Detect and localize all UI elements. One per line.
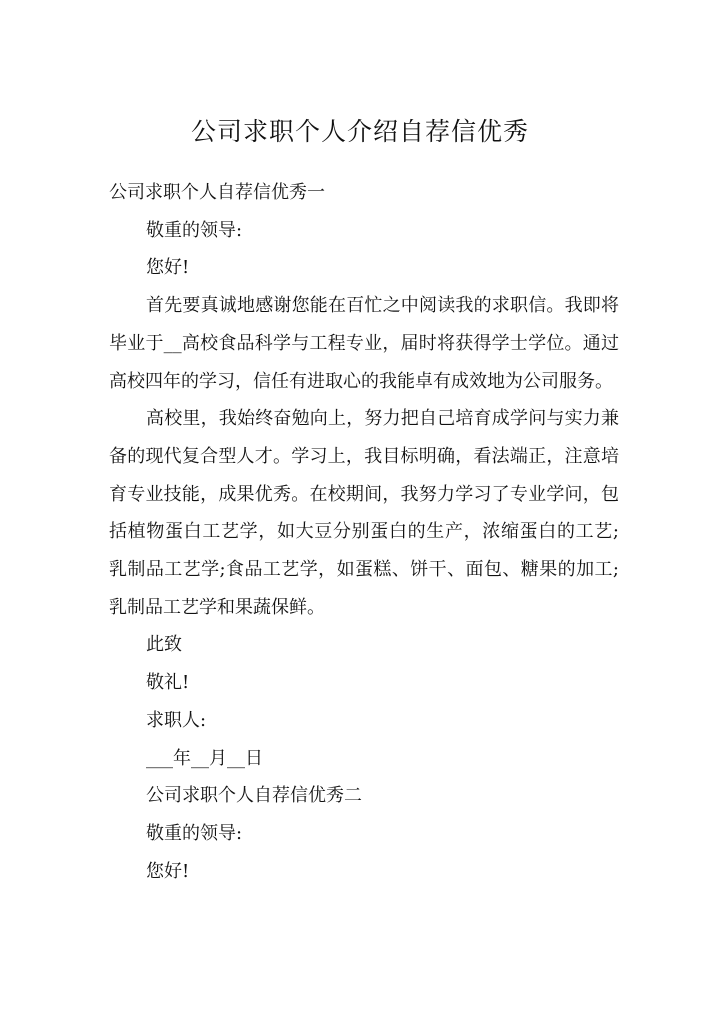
section1-paragraph-1: 首先要真诚地感谢您能在百忙之中阅读我的求职信。我即将毕业于__高校食品科学与工程专业，届时将获得学士学位。通过高校四年的学习，信任有进取心的我能卓有成效地为公司服务。 xyxy=(109,295,619,392)
section1-closing-1: 此致 xyxy=(146,634,182,656)
section1-heading: 公司求职个人自荐信优秀一 xyxy=(109,182,325,203)
section1-date: ___年__月__日 xyxy=(146,747,263,769)
section2-heading: 公司求职个人自荐信优秀二 xyxy=(146,785,362,807)
section1-greeting: 您好! xyxy=(146,257,190,279)
document-body xyxy=(109,174,619,890)
section1-signer: 求职人: xyxy=(146,709,207,731)
section1-paragraph-2: 高校里，我始终奋勉向上，努力把自己培育成学问与实力兼备的现代复合型人才。学习上，我目标明确，看法端正，注意培育专业技能，成果优秀。在校期间，我努力学习了专业学问，包括植物蛋白工艺学，如大豆分别蛋白的生产，浓缩蛋白的工艺;乳制品工艺学;食品工艺学，如蛋糕、饼干、面包、糖果的加工;乳制品工艺学和果蔬保鲜。 xyxy=(109,408,619,618)
section1-closing-2: 敬礼! xyxy=(146,672,190,694)
section1-salutation: 敬重的领导: xyxy=(146,219,243,241)
section2-salutation: 敬重的领导: xyxy=(146,822,243,844)
section2-greeting: 您好! xyxy=(146,860,190,882)
document-title: 公司求职个人介绍自荐信优秀 xyxy=(190,117,529,146)
